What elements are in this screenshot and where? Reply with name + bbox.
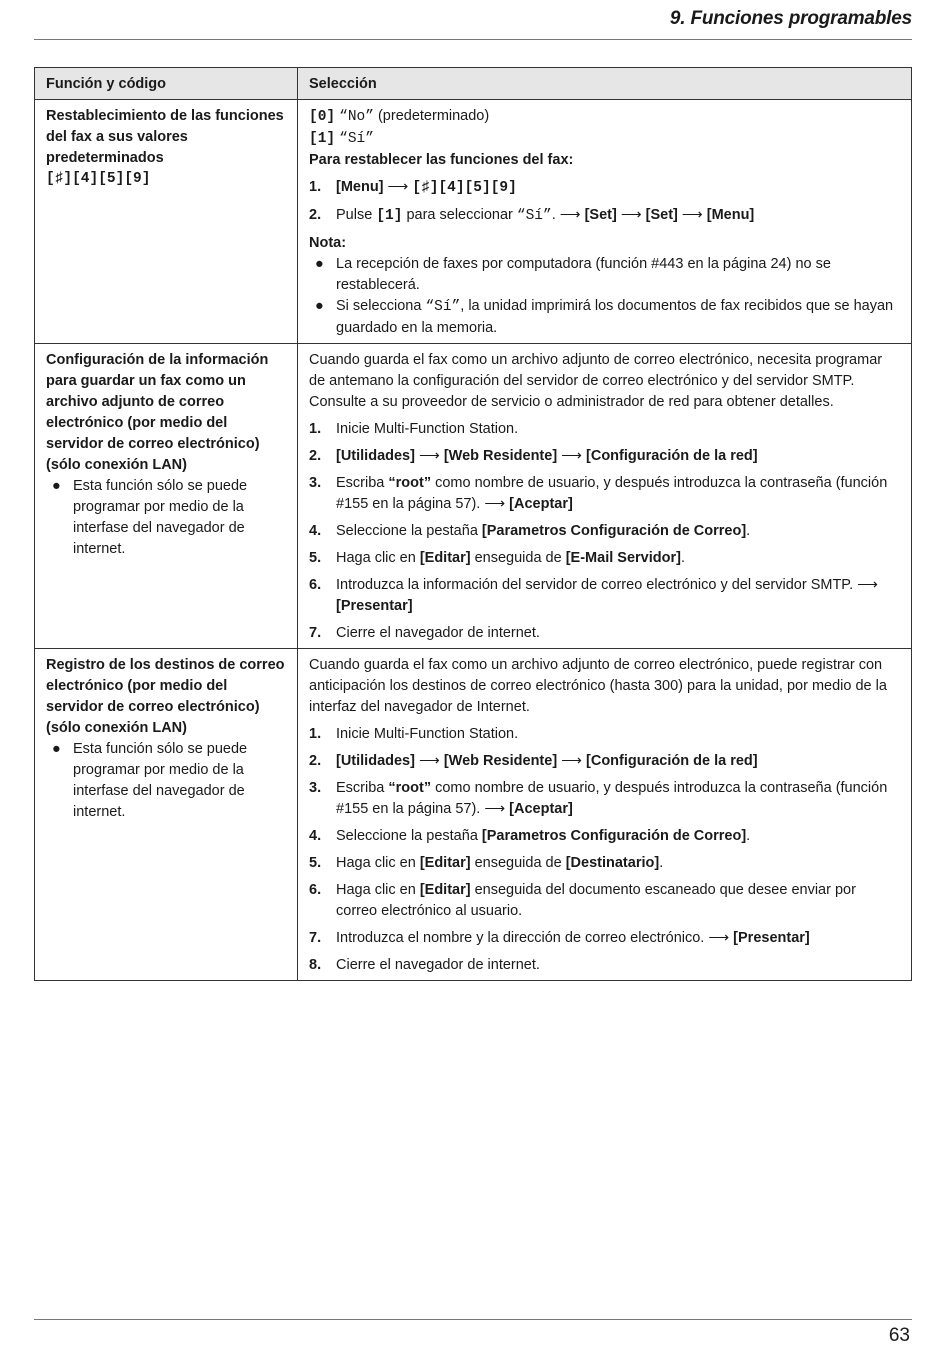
table-row [35, 100, 912, 344]
note-title: Nota: [309, 235, 347, 251]
step [309, 853, 900, 874]
text: . [659, 855, 664, 871]
step [309, 548, 900, 569]
text: Pulse [336, 207, 377, 223]
step-text: Cierre el navegador de internet. [336, 957, 540, 973]
bullet-icon: ● [52, 741, 61, 757]
key-label: [Configuración de la red] [586, 448, 758, 464]
section-title: 9. Funciones programables [669, 8, 912, 29]
text: Haga clic en [336, 550, 420, 566]
text: Seleccione la pestaña [336, 523, 482, 539]
step [309, 205, 900, 227]
option-line [309, 106, 900, 128]
option-key: [1] [309, 131, 336, 147]
arrow-icon: . ⟶ [551, 207, 585, 223]
key-label: [Utilidades] [336, 753, 415, 769]
arrow-icon: ⟶ [414, 753, 444, 769]
step-number: 1. [309, 421, 322, 437]
text: . [746, 523, 751, 539]
step-text [336, 853, 900, 874]
step-text [336, 928, 900, 949]
text: como nombre de usuario, y después introduzca la contraseña (función #155 en la página 57). ⟶ [336, 780, 888, 817]
step [309, 446, 900, 467]
step-number: 7. [309, 625, 322, 641]
text: para seleccionar [402, 207, 517, 223]
step-text: Inicie Multi-Function Station. [336, 726, 519, 742]
key-label: [♯][4][5][9] [412, 180, 517, 196]
text: Seleccione la pestaña [336, 828, 482, 844]
key-label: [Menu] [706, 207, 755, 223]
step-text [336, 826, 900, 847]
text: Haga clic en [336, 855, 420, 871]
col-header-function: Función y código [35, 68, 298, 100]
note-text [336, 296, 900, 339]
function-code: [♯][4][5][9] [46, 171, 151, 187]
step [309, 419, 900, 440]
username-value: “root” [388, 780, 432, 796]
bullet-text: Esta función sólo se puede programar por medio de la interfase del navegador de internet. [73, 741, 248, 820]
selection-cell [298, 344, 912, 649]
step-text [336, 521, 900, 542]
bullet-icon: ● [315, 298, 324, 314]
text: como nombre de usuario, y después introduzca la contraseña (función #155 en la página 57). ⟶ [336, 475, 888, 512]
step [309, 521, 900, 542]
key-label: [Menu] [336, 179, 384, 195]
note-item [309, 254, 900, 296]
step-number: 6. [309, 882, 322, 898]
table-header-row [35, 68, 912, 100]
key-label: [Parametros Configuración de Correo] [481, 828, 747, 844]
option-note: (predeterminado) [373, 108, 490, 124]
note-text: La recepción de faxes por computadora (función #443 en la página 24) no se restablecerá. [336, 256, 831, 293]
key-label: [E-Mail Servidor] [565, 550, 681, 566]
step-number: 5. [309, 550, 322, 566]
step-number: 3. [309, 475, 322, 491]
step-number: 2. [309, 753, 322, 769]
step-text [336, 751, 900, 772]
table-row [35, 344, 912, 649]
function-bullet [46, 476, 286, 560]
page-number: 63 [888, 1325, 910, 1346]
procedure-title: Para restablecer las funciones del fax: [309, 152, 574, 168]
arrow-icon: ⟶ [557, 753, 587, 769]
col-header-selection: Selección [298, 68, 912, 100]
text: . [680, 550, 685, 566]
header-divider [34, 39, 912, 40]
step [309, 623, 900, 644]
key-label: [Destinatario] [565, 855, 660, 871]
selection-cell [298, 100, 912, 344]
text: enseguida de [470, 855, 566, 871]
text: Escriba [336, 475, 389, 491]
key-label: [Presentar] [733, 930, 810, 946]
step [309, 177, 900, 199]
step-text [336, 446, 900, 467]
footer-divider [34, 1319, 912, 1320]
text: Introduzca el nombre y la dirección de correo electrónico. ⟶ [336, 930, 734, 946]
step-number: 4. [309, 828, 322, 844]
step-text [336, 575, 900, 617]
key-label: [Editar] [419, 550, 471, 566]
arrow-icon: ⟶ [414, 448, 444, 464]
key-label: [Aceptar] [509, 496, 573, 512]
function-cell [35, 649, 298, 981]
option-value: “No” [339, 109, 374, 125]
key-label: [Configuración de la red] [586, 753, 758, 769]
step-number: 2. [309, 207, 322, 223]
step [309, 778, 900, 820]
step [309, 473, 900, 515]
step [309, 880, 900, 922]
arrow-icon: ⟶ [557, 448, 587, 464]
step [309, 724, 900, 745]
selection-cell [298, 649, 912, 981]
text: . [746, 828, 751, 844]
intro-text: Cuando guarda el fax como un archivo adjunto de correo electrónico, puede registrar con anticipación los destinos de correo electrónico (hasta 300) para la unidad, por medio de la interfaz del navegador de Internet. [309, 657, 887, 715]
function-cell [35, 344, 298, 649]
option-value: “Sí” [425, 299, 461, 315]
text: Haga clic en [336, 882, 420, 898]
step [309, 826, 900, 847]
text: enseguida del documento escaneado que desee enviar por correo electrónico al usuario. [336, 882, 856, 919]
function-cell [35, 100, 298, 344]
step-text [336, 177, 900, 199]
option-value: “Sí” [339, 131, 374, 147]
function-name: Configuración de la información para guardar un fax como un archivo adjunto de correo electrónico (por medio del servidor de correo electrónico) (sólo conexión LAN) [46, 352, 269, 473]
note-item [309, 296, 900, 339]
key-label: [Web Residente] [443, 448, 558, 464]
bullet-text: Esta función sólo se puede programar por medio de la interfase del navegador de internet. [73, 478, 248, 557]
function-bullet [46, 739, 286, 823]
arrow-icon: ⟶ [677, 207, 707, 223]
key-label: [Presentar] [336, 598, 413, 614]
step-text: Cierre el navegador de internet. [336, 625, 540, 641]
function-table [34, 67, 912, 981]
bullet-icon: ● [315, 256, 324, 272]
step-number: 1. [309, 179, 322, 195]
step-text [336, 473, 900, 515]
text: Introduzca la información del servidor de correo electrónico y del servidor SMTP. ⟶ [336, 577, 878, 593]
bullet-icon: ● [52, 478, 61, 494]
key-label: [Set] [584, 207, 617, 223]
function-name: Registro de los destinos de correo electrónico (por medio del servidor de correo electrónico) (sólo conexión LAN) [46, 657, 285, 736]
text: Si selecciona [336, 298, 426, 314]
step-text: Inicie Multi-Function Station. [336, 421, 519, 437]
arrow-icon: ⟶ [616, 207, 646, 223]
table-row [35, 649, 912, 981]
key-label: [Utilidades] [336, 448, 415, 464]
step [309, 575, 900, 617]
step-number: 1. [309, 726, 322, 742]
option-key: [0] [309, 109, 336, 125]
step-number: 7. [309, 930, 322, 946]
text: Escriba [336, 780, 389, 796]
key-label: [Parametros Configuración de Correo] [481, 523, 747, 539]
step-number: 2. [309, 448, 322, 464]
text: enseguida de [470, 550, 566, 566]
key-label: [Aceptar] [509, 801, 573, 817]
step [309, 751, 900, 772]
text: , la unidad imprimirá los documentos de fax recibidos que se hayan guardado en la memoria. [336, 298, 894, 336]
step-text [336, 778, 900, 820]
step-number: 8. [309, 957, 322, 973]
step-number: 4. [309, 523, 322, 539]
option-value: “Sí” [516, 208, 552, 224]
step-number: 6. [309, 577, 322, 593]
step [309, 928, 900, 949]
key-label: [Web Residente] [443, 753, 558, 769]
key-label: [Editar] [419, 855, 471, 871]
key-label: [1] [376, 208, 403, 224]
step-number: 5. [309, 855, 322, 871]
function-name: Restablecimiento de las funciones del fax a sus valores predeterminados [46, 108, 284, 166]
key-label: [Editar] [419, 882, 471, 898]
option-line [309, 128, 900, 150]
step-text [336, 205, 900, 227]
arrow-icon: ⟶ [383, 179, 413, 195]
step [309, 955, 900, 976]
step-text [336, 548, 900, 569]
username-value: “root” [388, 475, 432, 491]
step-text [336, 880, 900, 922]
intro-text: Cuando guarda el fax como un archivo adjunto de correo electrónico, necesita programar de antemano la configuración del servidor de correo electrónico y del servidor SMTP. Consulte a su proveedor de servicio o administrador de red para obtener detalles. [309, 352, 883, 410]
step-number: 3. [309, 780, 322, 796]
key-label: [Set] [645, 207, 678, 223]
